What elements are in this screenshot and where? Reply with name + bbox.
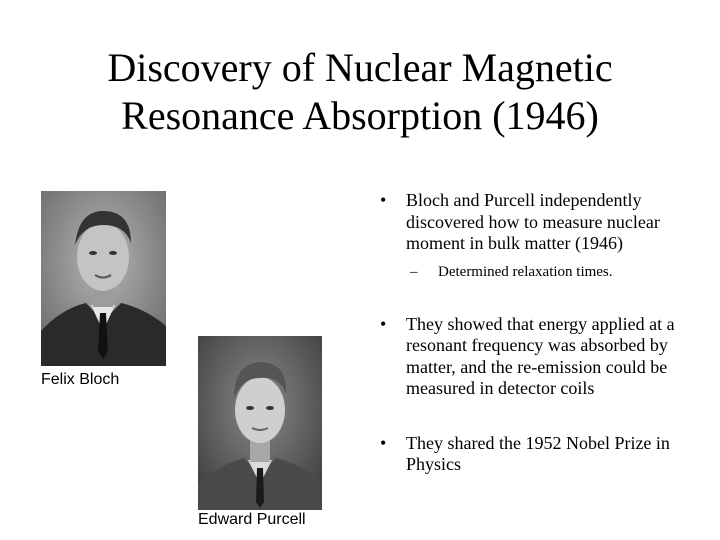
bullet-list bbox=[380, 190, 700, 476]
bullet-item bbox=[380, 314, 700, 400]
bullet-symbol: • bbox=[380, 432, 387, 453]
bullet-symbol: • bbox=[380, 313, 387, 334]
bullet-item bbox=[380, 433, 700, 476]
edward-purcell-portrait bbox=[198, 336, 322, 510]
sub-bullet-text: Determined relaxation times. bbox=[438, 263, 613, 280]
felix-bloch-caption: Felix Bloch bbox=[41, 371, 120, 388]
felix-bloch-portrait bbox=[41, 191, 166, 366]
bullet-item bbox=[380, 190, 700, 255]
sub-bullet-item bbox=[380, 263, 700, 281]
bullet-text: They showed that energy applied at a resonant frequency was absorbed by matter, and the re-emission could be measured in detector coils bbox=[406, 313, 675, 398]
sub-bullet-symbol: – bbox=[410, 263, 418, 280]
edward-purcell-caption: Edward Purcell bbox=[198, 511, 306, 528]
slide-title-line-2: Resonance Absorption (1946) bbox=[121, 93, 599, 138]
bullet-text: They shared the 1952 Nobel Prize in Physics bbox=[406, 432, 670, 474]
slide-title-line-1: Discovery of Nuclear Magnetic bbox=[107, 45, 613, 90]
bullet-text: Bloch and Purcell independently discovered how to measure nuclear moment in bulk matter (1946) bbox=[406, 190, 660, 253]
slide-title bbox=[0, 44, 720, 140]
bullet-symbol: • bbox=[380, 190, 387, 210]
